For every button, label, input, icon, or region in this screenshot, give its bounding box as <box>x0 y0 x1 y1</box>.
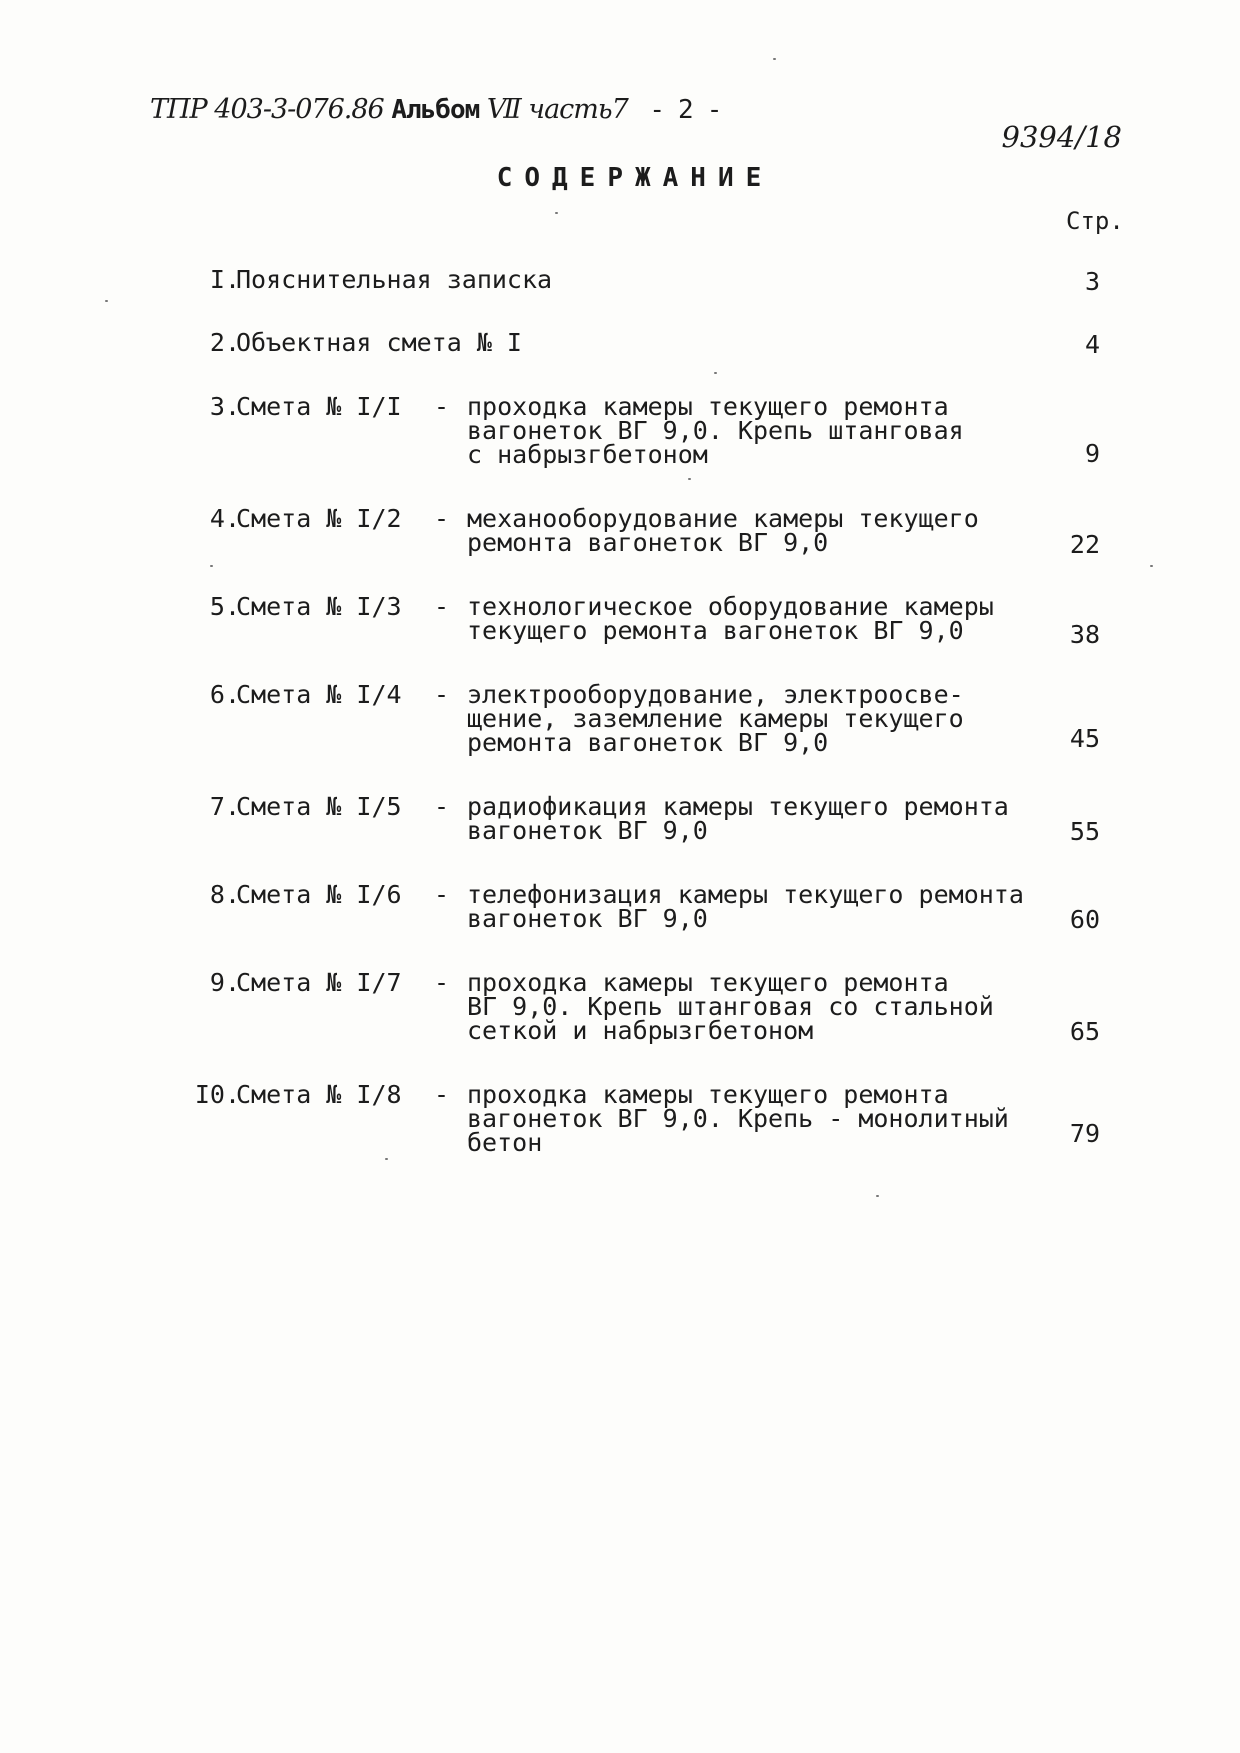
toc-entry-description-line: проходка камеры текущего ремонта <box>467 392 949 421</box>
toc-entry-number: 3. <box>209 392 240 421</box>
toc-entry-description-line: проходка камеры текущего ремонта <box>467 1080 949 1109</box>
album-label: Альбом <box>391 95 480 125</box>
toc-entry-page: 9 <box>1084 439 1100 468</box>
toc-entry-number: 4. <box>209 504 240 533</box>
toc-entry-label: Смета № I/5 <box>236 792 402 821</box>
toc-entry-number: 5. <box>209 592 240 621</box>
toc-entry-page: 60 <box>1069 905 1100 934</box>
toc-entry-description <box>467 1080 1067 1157</box>
archive-number: 9394/18 <box>1001 120 1122 154</box>
toc-entry-page: 22 <box>1069 530 1100 559</box>
project-code: ТПР 403-3-076.86 <box>150 94 384 125</box>
toc-entry-label: Объектная смета № I <box>236 328 522 357</box>
toc-entry-number: I0. <box>194 1080 240 1109</box>
toc-entry-dash: - <box>434 592 450 621</box>
toc-entry-dash: - <box>434 792 450 821</box>
toc-entry-label: Смета № I/8 <box>236 1080 402 1109</box>
toc-entry-page: 79 <box>1069 1119 1100 1148</box>
toc-entry-description-line: механооборудование камеры текущего <box>467 504 979 533</box>
toc-entry-description-line: бетон <box>467 1128 543 1157</box>
page-number-dash-right: - <box>706 95 722 125</box>
toc-entry-label: Смета № I/I <box>236 392 402 421</box>
album-part: Ⅶ часть7 <box>486 94 628 125</box>
toc-entry-description-line: сеткой и набрызгбетоном <box>467 1016 814 1045</box>
toc-entry-label: Смета № I/3 <box>236 592 402 621</box>
toc-entry-dash: - <box>434 968 450 997</box>
toc-entry-description-line: проходка камеры текущего ремонта <box>467 968 949 997</box>
page-title: СОДЕРЖАНИЕ <box>496 163 774 193</box>
toc-entry-dash: - <box>434 680 450 709</box>
toc-entry-description-line: радиофикация камеры текущего ремонта <box>467 792 1009 821</box>
toc-entry-description-line: вагонеток ВГ 9,0 <box>467 816 708 845</box>
toc-entry-page: 65 <box>1069 1017 1100 1046</box>
toc-entry-description <box>467 392 1067 469</box>
toc-entry-description <box>467 968 1067 1045</box>
document-header <box>150 94 735 125</box>
toc-entry-number: I. <box>209 265 240 294</box>
toc-entry-label: Смета № I/4 <box>236 680 402 709</box>
toc-entry-page: 45 <box>1069 724 1100 753</box>
toc-entry-description-line: ремонта вагонеток ВГ 9,0 <box>467 728 829 757</box>
toc-entry-dash: - <box>434 880 450 909</box>
toc-entry-number: 9. <box>209 968 240 997</box>
toc-entry-description-line: технологическое оборудование камеры <box>467 592 994 621</box>
toc-entry-dash: - <box>434 504 450 533</box>
toc-entry-label: Смета № I/2 <box>236 504 402 533</box>
toc-entry-number: 6. <box>209 680 240 709</box>
toc-entry-description-line: щение, заземление камеры текущего <box>467 704 964 733</box>
page-number-dash-left: - <box>649 95 665 125</box>
toc-entry-description-line: ремонта вагонеток ВГ 9,0 <box>467 528 829 557</box>
toc-entry-description-line: вагонеток ВГ 9,0. Крепь - монолитный <box>467 1104 1009 1133</box>
toc-entry-description-line: ВГ 9,0. Крепь штанговая со стальной <box>467 992 994 1021</box>
toc-entry-description <box>467 880 1067 933</box>
toc-entry-dash: - <box>434 1080 450 1109</box>
toc-entry-description-line: электрооборудование, электроосве- <box>467 680 964 709</box>
toc-entry-description-line: вагонеток ВГ 9,0. Крепь штанговая <box>467 416 964 445</box>
toc-entry-description <box>467 592 1067 645</box>
toc-entry-description-line: текущего ремонта вагонеток ВГ 9,0 <box>467 616 964 645</box>
toc-entry-page: 3 <box>1084 267 1100 296</box>
toc-entry-label: Смета № I/6 <box>236 880 402 909</box>
toc-entry-description-line: с набрызгбетоном <box>467 440 708 469</box>
page-column-label: Стр. <box>1066 207 1124 235</box>
toc-entry-page: 55 <box>1069 817 1100 846</box>
toc-entry-page: 38 <box>1069 620 1100 649</box>
toc-entry-number: 8. <box>209 880 240 909</box>
toc-entry-description-line: вагонеток ВГ 9,0 <box>467 904 708 933</box>
toc-entry-label: Смета № I/7 <box>236 968 402 997</box>
toc-entry-description <box>467 680 1067 757</box>
toc-entry-number: 7. <box>209 792 240 821</box>
toc-entry-number: 2. <box>209 328 240 357</box>
toc-entry-label: Пояснительная записка <box>236 265 553 294</box>
toc-entry-description <box>467 792 1067 845</box>
page-number: 2 <box>678 95 693 125</box>
toc-entry-description-line: телефонизация камеры текущего ремонта <box>467 880 1024 909</box>
toc-entry-description <box>467 504 1067 557</box>
toc-entry-dash: - <box>434 392 450 421</box>
toc-entry-page: 4 <box>1084 330 1100 359</box>
